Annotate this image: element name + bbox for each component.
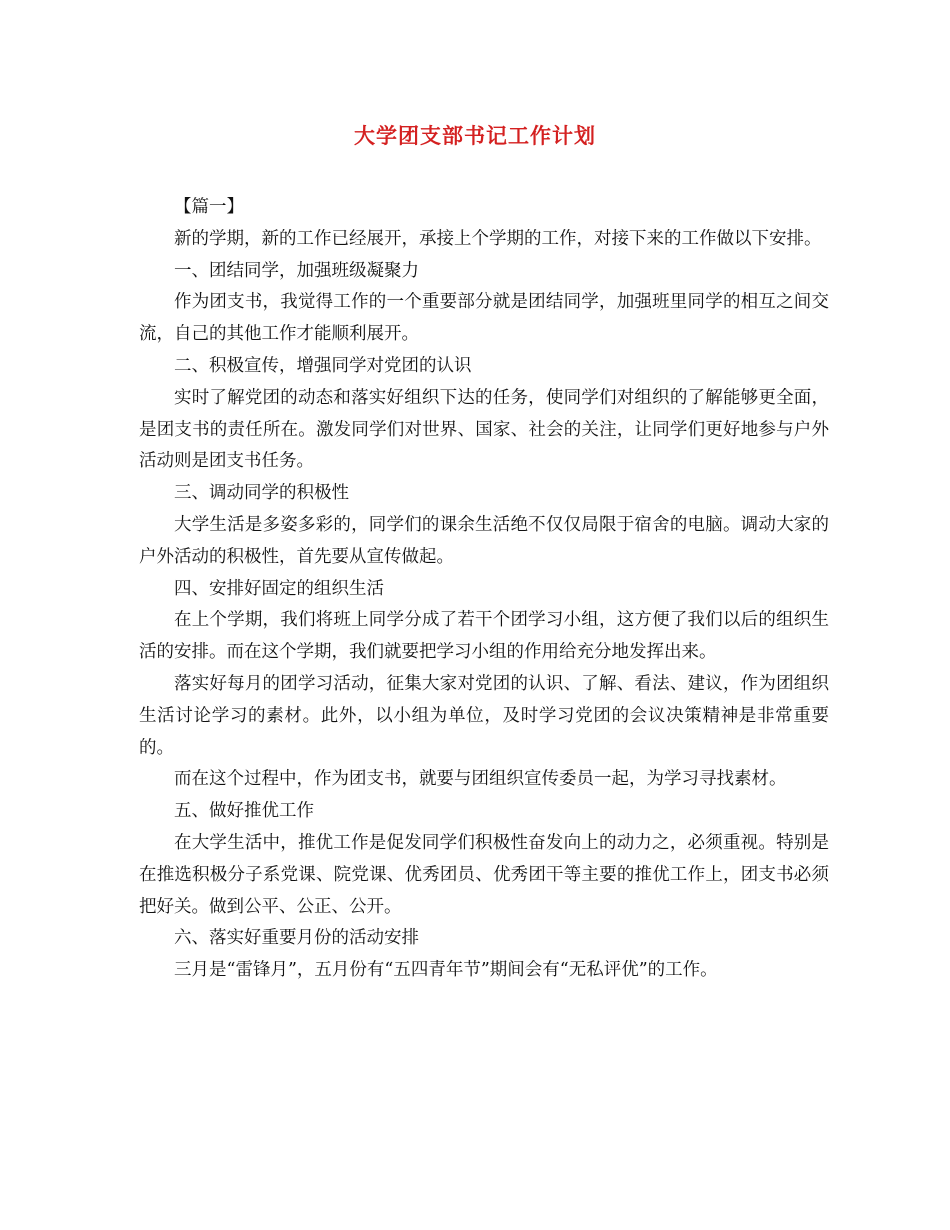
section-heading: 六、落实好重要月份的活动安排 [174,928,419,949]
paragraph: 而在这个过程中，作为团支书，就要与团组织宣传委员一起，为学习寻找素材。 [174,769,787,790]
document-body [139,192,829,987]
paragraph: 新的学期，新的工作已经展开，承接上个学期的工作，对接下来的工作做以下安排。 [174,228,822,249]
paragraph: 在大学生活中，推优工作是促发同学们积极性奋发向上的动力之，必须重视。特别是在推选积极分子系党课、院党课、优秀团员、优秀团干等主要的推优工作上，团支书必须把好关。做到公平、公正、公开。 [139,832,829,917]
paragraph: 实时了解党团的动态和落实好组织下达的任务，使同学们对组织的了解能够更全面，是团支书的责任所在。激发同学们对世界、国家、社会的关注，让同学们更好地参与户外活动则是团支书任务。 [139,387,829,472]
section-heading: 三、调动同学的积极性 [174,483,349,504]
paragraph: 三月是“雷锋月”，五月份有“五四青年节”期间会有“无私评优”的工作。 [174,960,718,981]
section-tag: 【篇一】 [174,197,244,217]
document-title: 大学团支部书记工作计划 [354,123,596,148]
section-heading: 二、积极宣传，增强同学对党团的认识 [174,355,472,376]
section-heading: 四、安排好固定的组织生活 [174,578,384,599]
paragraph: 作为团支书，我觉得工作的一个重要部分就是团结同学，加强班里同学的相互之间交流，自己的其他工作才能顺利展开。 [139,292,829,345]
paragraph: 在上个学期，我们将班上同学分成了若干个团学习小组，这方便了我们以后的组织生活的安排。而在这个学期，我们就要把学习小组的作用给充分地发挥出来。 [139,610,829,663]
section-heading: 五、做好推优工作 [174,801,314,822]
paragraph: 落实好每月的团学习活动，征集大家对党团的认识、了解、看法、建议，作为团组织生活讨论学习的素材。此外，以小组为单位，及时学习党团的会议决策精神是非常重要的。 [139,673,829,758]
paragraph: 大学生活是多姿多彩的，同学们的课余生活绝不仅仅局限于宿舍的电脑。调动大家的户外活动的积极性，首先要从宣传做起。 [139,514,829,567]
section-heading: 一、团结同学，加强班级凝聚力 [174,260,419,281]
